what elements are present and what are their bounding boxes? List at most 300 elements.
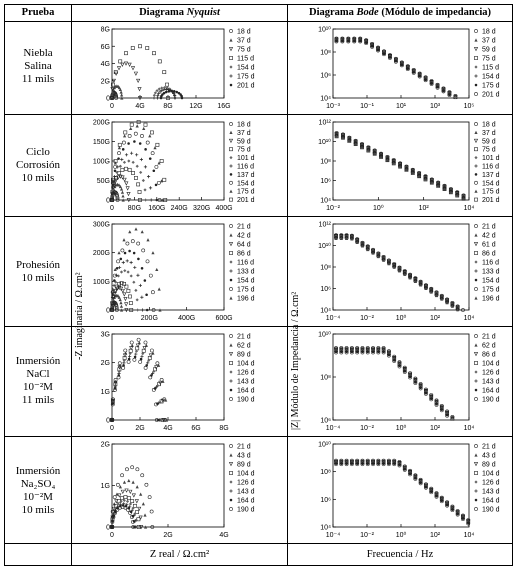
legend-label: 164 d [482, 387, 500, 395]
data-point [150, 510, 153, 513]
legend-marker [474, 287, 477, 290]
data-point [129, 301, 132, 304]
header-nyquist-text: Diagrama [139, 7, 187, 18]
legend-label: 75 d [237, 46, 251, 54]
row3-line1: Prohesión [16, 259, 60, 271]
data-point [168, 90, 171, 93]
x-tick-label: 0 [110, 205, 114, 212]
data-point [124, 349, 127, 352]
legend-label: 75 d [237, 146, 251, 154]
legend-marker [474, 471, 477, 474]
legend-label: 154 d [237, 277, 255, 285]
nyquist-chart-inmersion-nacl [88, 327, 286, 436]
legend-marker [474, 296, 477, 299]
legend-label: 59 d [237, 138, 251, 146]
data-point [113, 496, 116, 499]
legend-marker [474, 47, 477, 50]
legend-label: 89 d [237, 461, 251, 469]
data-point [125, 468, 128, 471]
data-point [151, 152, 154, 155]
legend-label: 62 d [237, 342, 251, 350]
legend-label: 21 d [482, 443, 496, 451]
legend-marker [474, 224, 477, 227]
legend-marker [474, 453, 477, 456]
legend-label: 21 d [482, 333, 496, 341]
legend-label: 86 d [482, 250, 496, 258]
legend-label: 101 d [482, 155, 500, 163]
y-tick-label: 10¹⁰ [318, 243, 331, 250]
legend-marker [474, 92, 477, 95]
legend-marker [474, 361, 477, 364]
plot-area [333, 122, 469, 200]
legend-marker [229, 343, 232, 346]
legend-marker [229, 251, 232, 254]
data-point [131, 171, 134, 174]
data-point [134, 352, 137, 355]
plot-area [112, 224, 224, 310]
plot-area [112, 444, 224, 527]
legend-marker [230, 499, 233, 502]
data-point [134, 132, 137, 135]
data-point [148, 134, 151, 137]
x-tick-label: 600G [215, 315, 233, 322]
data-point [136, 308, 139, 311]
data-point [121, 490, 124, 493]
y-tick-label: 10⁸ [320, 469, 331, 477]
y-tick-label: 1G [100, 388, 110, 396]
bode-chart-niebla-salina [303, 22, 511, 114]
legend-label: 175 d [482, 286, 500, 294]
data-point [122, 366, 125, 369]
plot-area [333, 334, 469, 420]
data-point [124, 252, 127, 255]
legend-marker [474, 131, 477, 134]
legend-marker [229, 190, 232, 193]
legend-marker [474, 370, 477, 373]
data-point [127, 142, 130, 145]
data-point [131, 466, 134, 469]
y-tick-label: 150G [92, 139, 110, 146]
x-tick-label: 6G [191, 425, 201, 432]
legend-marker [229, 233, 232, 236]
x-tick-label: 2G [135, 425, 145, 432]
x-tick-label: 10⁻⁴ [325, 315, 341, 322]
data-point [120, 158, 123, 161]
data-point [117, 251, 120, 254]
data-point [122, 361, 125, 364]
x-tick-label: 10³ [429, 103, 441, 110]
y-tick-label: 10⁸ [320, 374, 331, 382]
data-point [125, 182, 128, 185]
data-point [126, 259, 129, 262]
data-point [181, 97, 184, 100]
legend-marker [474, 343, 477, 346]
data-point [137, 79, 140, 82]
legend-label: 154 d [482, 277, 500, 285]
data-point [125, 153, 128, 156]
legend-marker [474, 334, 477, 337]
legend-label: 104 d [237, 470, 255, 478]
legend-label: 137 d [482, 171, 500, 179]
row1-line3: 11 mils [21, 73, 55, 85]
legend-label: 75 d [482, 146, 496, 154]
data-point [119, 60, 122, 63]
legend-marker [229, 164, 232, 167]
data-point [125, 489, 128, 492]
data-point [137, 183, 140, 186]
data-point [140, 158, 143, 161]
data-point [126, 242, 129, 245]
legend-marker [229, 131, 232, 134]
legend-label: 104 d [237, 360, 255, 368]
legend-marker [229, 242, 232, 245]
legend-marker [229, 296, 232, 299]
legend-marker [475, 279, 478, 282]
legend-label: 143 d [237, 378, 255, 386]
data-point [128, 230, 131, 233]
legend-marker [474, 74, 477, 77]
data-point [142, 249, 145, 252]
data-point [138, 507, 141, 510]
legend-marker [229, 489, 232, 492]
data-point [122, 148, 125, 151]
x-tick-label: 10² [429, 315, 441, 322]
legend-marker [229, 361, 232, 364]
data-point [158, 60, 161, 63]
x-tick-label: 16G [217, 103, 231, 110]
data-point [150, 198, 153, 201]
legend-label: 196 d [482, 295, 500, 303]
legend-label: 154 d [482, 180, 500, 188]
data-point [120, 305, 123, 308]
legend-marker [229, 65, 232, 68]
y-tick-label: 200G [92, 250, 110, 258]
data-point [144, 165, 147, 168]
legend-label: 201 d [237, 197, 255, 205]
x-tick-label: 4G [135, 103, 145, 110]
data-point [140, 296, 143, 299]
x-tick-label: 8G [163, 103, 173, 110]
x-tick-label: 240G [170, 205, 188, 212]
legend-marker [229, 148, 232, 151]
y-tick-label: 10⁶ [320, 72, 331, 80]
legend-label: 21 d [237, 333, 251, 341]
data-point [155, 268, 158, 271]
y-tick-label: 50G [96, 178, 110, 185]
x-tick-label: 0 [110, 532, 114, 539]
legend-label: 133 d [237, 268, 255, 276]
row5-line1: Inmersión [15, 465, 61, 477]
legend-marker [474, 507, 477, 510]
legend-marker [229, 74, 232, 77]
data-point [121, 194, 124, 197]
bode-y-axis-title: |Z| Módulo de Impedancia / Ω.cm² [290, 291, 301, 430]
legend-marker [474, 480, 477, 483]
data-point [175, 91, 178, 94]
data-point [133, 504, 136, 507]
header-bode-tail: (Módulo de impedancia) [378, 7, 491, 18]
x-tick-label: 160G [148, 205, 166, 212]
legend-marker [230, 389, 233, 392]
legend-label: 175 d [237, 73, 255, 81]
legend-label: 175 d [237, 286, 255, 294]
row5-line2: Na₂SO₄ [20, 478, 56, 490]
data-point [119, 165, 122, 168]
legend-label: 86 d [482, 351, 496, 359]
legend-marker [229, 480, 232, 483]
data-point [141, 230, 144, 233]
legend-label: 164 d [482, 497, 500, 505]
legend-marker [229, 139, 232, 142]
x-tick-label: 10⁰ [395, 532, 407, 539]
y-tick-label: 4G [100, 61, 110, 68]
row2-line3: 10 mils [21, 172, 55, 184]
header-prueba: Prueba [21, 7, 55, 18]
x-tick-label: 10⁻⁴ [325, 425, 341, 432]
data-point [134, 72, 137, 75]
legend-marker [229, 397, 232, 400]
data-point [120, 497, 123, 500]
x-tick-label: 8G [219, 425, 229, 432]
legend-label: 164 d [237, 387, 255, 395]
data-point [163, 71, 166, 74]
header-bode-text: Diagrama [308, 7, 357, 18]
legend-marker [229, 370, 232, 373]
y-tick-label: 10⁶ [320, 286, 331, 293]
data-point [121, 249, 124, 252]
y-tick-label: 10⁴ [320, 197, 331, 205]
data-point [124, 131, 127, 134]
header-bode-em: Bode [356, 7, 379, 18]
legend-marker [475, 84, 478, 87]
data-point [137, 338, 140, 341]
row5-line4: 10 mils [21, 504, 55, 516]
data-point [139, 284, 142, 287]
data-point [149, 157, 152, 160]
data-point [163, 178, 166, 181]
legend-label: 201 d [237, 82, 255, 90]
legend-label: 101 d [237, 155, 255, 163]
legend-label: 21 d [237, 223, 251, 231]
y-tick-label: 8G [100, 26, 110, 34]
nyquist-chart-niebla-salina [88, 22, 286, 114]
data-point [152, 52, 155, 55]
row2-line1: Ciclo [26, 146, 50, 158]
data-point [155, 184, 158, 187]
data-point [148, 496, 151, 499]
legend-marker [474, 269, 477, 272]
x-tick-label: 400G [215, 205, 233, 212]
legend-marker [474, 38, 477, 41]
row4-line2: NaCl [26, 368, 50, 380]
y-tick-label: 6G [100, 43, 110, 51]
legend-marker [474, 260, 477, 263]
x-tick-label: 0 [110, 315, 114, 322]
legend-marker [474, 379, 477, 382]
data-point [130, 274, 133, 277]
x-tick-label: 80G [127, 205, 142, 212]
row-label-ciclo-corrosion [5, 146, 71, 185]
x-tick-label: 10⁰ [395, 315, 407, 322]
data-point [165, 83, 168, 86]
legend-label: 175 d [482, 82, 500, 90]
data-point [158, 287, 161, 290]
y-tick-label: 10⁸ [320, 264, 331, 272]
data-point [136, 347, 139, 350]
legend-label: 62 d [482, 342, 496, 350]
data-point [139, 360, 142, 363]
legend-label: 175 d [237, 188, 255, 196]
legend-label: 104 d [482, 470, 500, 478]
data-point [165, 91, 168, 94]
x-tick-label: 4G [219, 532, 229, 539]
data-point [128, 134, 131, 137]
legend-marker [229, 379, 232, 382]
row-label-niebla-salina [5, 47, 71, 86]
y-tick-label: 300G [92, 221, 110, 229]
legend-label: 154 d [237, 64, 255, 72]
legend-label: 196 d [237, 295, 255, 303]
legend-marker [474, 56, 477, 59]
row1-line1: Niebla [23, 47, 53, 59]
data-point [129, 490, 132, 493]
data-point [132, 481, 135, 484]
legend-marker [229, 287, 232, 290]
y-tick-label: 10⁶ [320, 496, 331, 504]
data-point [123, 481, 126, 484]
data-point [138, 87, 141, 90]
data-point [126, 187, 129, 190]
legend-marker [474, 251, 477, 254]
data-point [118, 143, 121, 146]
nyquist-chart-inmersion-na2so4 [88, 437, 286, 543]
y-tick-label: 3G [100, 331, 110, 339]
legend-label: 154 d [237, 180, 255, 188]
legend-marker [474, 181, 477, 184]
legend-label: 126 d [237, 479, 255, 487]
legend-label: 116 d [482, 259, 499, 267]
y-tick-label: 10⁴ [320, 95, 331, 103]
y-tick-label: 100G [92, 158, 110, 166]
legend-marker [474, 190, 477, 193]
data-point [139, 142, 142, 145]
x-tick-label: 10⁴ [463, 425, 475, 432]
y-tick-label: 10⁶ [320, 417, 331, 425]
y-tick-label: 100G [92, 278, 110, 286]
data-point [173, 90, 176, 93]
legend-label: 175 d [482, 188, 500, 196]
data-point [144, 198, 147, 201]
row4-line4: 11 mils [21, 394, 55, 406]
legend-marker [229, 47, 232, 50]
data-point [144, 123, 147, 126]
data-point [127, 479, 130, 482]
x-tick-label: 0 [110, 103, 114, 110]
legend-label: 89 d [237, 351, 251, 359]
nyquist-y-axis-title: -Z imaginaria / Ω.cm² [74, 272, 85, 360]
x-tick-label: 10¹ [395, 103, 407, 110]
legend-marker [475, 173, 478, 176]
legend-label: 201 d [482, 197, 500, 205]
legend-label: 18 d [237, 28, 251, 36]
data-point [128, 168, 131, 171]
y-tick-label: 200G [92, 119, 110, 127]
legend-marker [474, 65, 477, 68]
data-point [141, 308, 144, 311]
data-point [146, 46, 149, 49]
data-point [134, 227, 137, 230]
data-point [141, 267, 144, 270]
legend-marker [229, 462, 232, 465]
row3-line2: 10 mils [21, 272, 55, 284]
data-point [111, 419, 114, 422]
x-tick-label: 2G [163, 532, 173, 539]
data-point [131, 240, 134, 243]
legend-label: 126 d [482, 479, 500, 487]
data-point [128, 355, 131, 358]
legend-label: 43 d [482, 452, 496, 460]
data-point [128, 358, 131, 361]
legend-label: 190 d [482, 506, 500, 514]
data-point [131, 500, 134, 503]
data-point [136, 274, 139, 277]
data-point [121, 176, 124, 179]
plot-area [333, 444, 469, 527]
y-tick-label: 10¹² [318, 119, 331, 127]
legend-label: 18 d [237, 121, 251, 129]
data-point [128, 63, 131, 66]
data-point [152, 96, 155, 99]
data-point [149, 186, 152, 189]
data-point [121, 289, 124, 292]
data-point [127, 159, 130, 162]
data-point [123, 161, 126, 164]
legend-marker [229, 122, 232, 125]
legend-label: 190 d [237, 396, 255, 404]
legend-label: 61 d [482, 241, 496, 249]
data-point [132, 281, 135, 284]
data-point [127, 360, 130, 363]
data-point [151, 291, 154, 294]
header-bode [288, 6, 512, 19]
legend-label: 143 d [482, 488, 500, 496]
data-point [152, 388, 155, 391]
data-point [136, 124, 139, 127]
data-point [170, 90, 173, 93]
x-tick-label: 12G [189, 103, 203, 110]
legend-label: 190 d [237, 506, 255, 514]
data-point [113, 279, 116, 282]
data-point [122, 141, 125, 144]
data-point [123, 178, 126, 181]
x-tick-label: 10⁴ [463, 532, 475, 539]
data-point [120, 258, 123, 261]
legend-marker [229, 269, 232, 272]
legend-label: 137 d [237, 171, 255, 179]
legend-label: 143 d [482, 378, 500, 386]
legend-label: 133 d [482, 268, 500, 276]
x-tick-label: 10⁻² [360, 532, 374, 539]
y-tick-label: 2G [100, 360, 110, 368]
data-point [130, 261, 133, 264]
data-point [120, 270, 123, 273]
data-point [147, 175, 150, 178]
legend-marker [229, 156, 232, 159]
y-tick-label: 10¹⁰ [318, 441, 331, 449]
data-point [146, 141, 149, 144]
y-tick-label: 10⁴ [320, 524, 331, 532]
data-point [143, 188, 146, 191]
